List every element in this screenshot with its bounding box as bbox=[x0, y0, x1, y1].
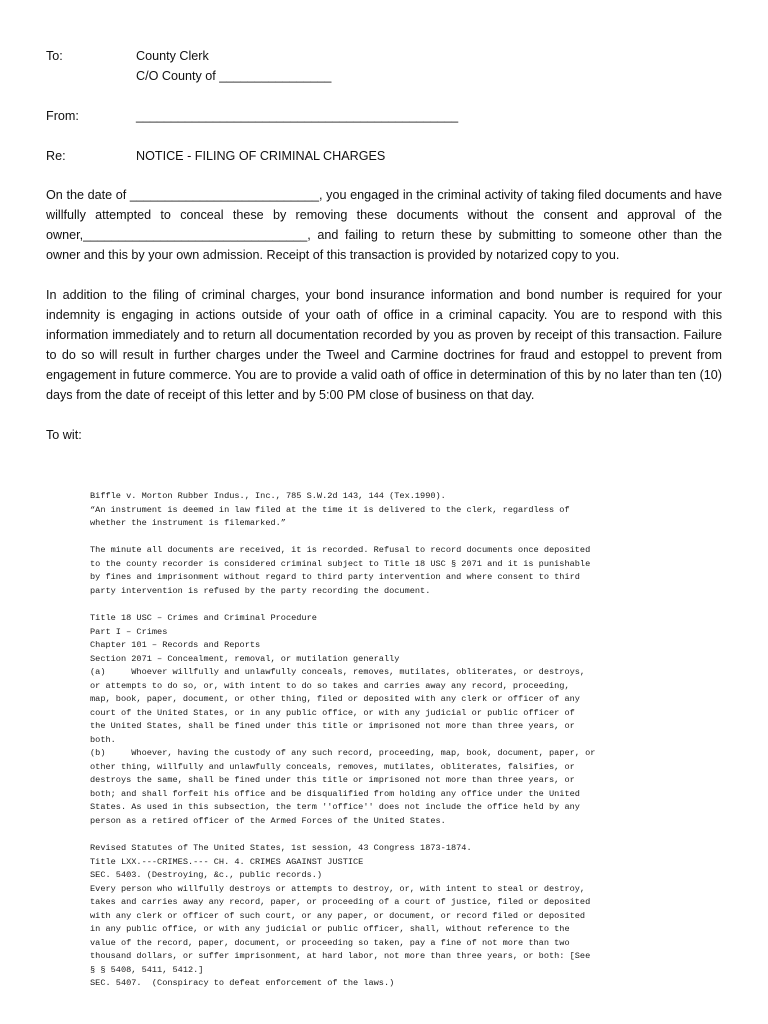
to-recipient: County Clerk bbox=[136, 49, 209, 63]
re-label: Re: bbox=[46, 149, 66, 163]
from-block bbox=[46, 106, 646, 126]
paragraph-demands bbox=[46, 285, 722, 405]
to-label: To: bbox=[46, 49, 63, 63]
citation-revised-statutes bbox=[90, 815, 680, 1018]
from-label: From: bbox=[46, 109, 79, 123]
paragraph-1-text: On the date of ___________________________, you engaged in the criminal activity of taking filed documents and have willfully attempted to conceal these by removing these documents without the consent and approval of the owner,________________________________, and failing to return these by submitting to someone other than the owner and this by your own admission. Receipt of this transaction is provided by notarized copy to you. bbox=[46, 188, 722, 262]
citation-revised-statutes-text: Revised Statutes of The United States, 1st session, 43 Congress 1873-1874. Title LXX.---CRIMES.--- CH. 4. CRIMES AGAINST JUSTICE SEC. 5403. (Destroying, &c., public records.) Every person who willfully destroys or attempts to destroy, or, with intent to steal or destroy, takes and carries away any record, paper, or proceeding of a court of justice, filed or deposited with any clerk or officer of such court, or any paper, or document, or record filed or deposited in any public office, or with any judicial or public officer, shall, without reference to the value of the record, paper, document, or proceeding so taken, pay a fine of not more than two thousand dollars, or suffer imprisonment, at hard labor, not more than three years, or both: [See § § 5408, 5411, 5412.] SEC. 5407. (Conspiracy to defeat enforcement of the laws.) bbox=[90, 843, 591, 988]
citation-recording-rule-text: The minute all documents are received, it is recorded. Refusal to record documents once deposited to the county recorder is considered criminal subject to Title 18 USC § 2071 and it is punishable by fines and imprisonment without regard to third party intervention and where consent to third party intervention is refused by the party recording the document. bbox=[90, 545, 591, 596]
paragraph-2-text: In addition to the filing of criminal charges, your bond insurance information and bond number is required for your indemnity is engaging in actions outside of your oath of office in a criminal capacity. You are to respond with this information immediately and to return all documentation recorded by you as proven by receipt of this transaction. Failure to do so will result in further charges under the Tweel and Carmine doctrines for fraud and estoppel to prevent from engagement in future commerce. You are to provide a valid oath of office in determination of this by no later than ten (10) days from the date of receipt of this letter and by 5:00 PM close of business on that day. bbox=[46, 288, 722, 402]
to-wit-text: To wit: bbox=[46, 428, 82, 442]
citation-18-usc-2071-text: Title 18 USC – Crimes and Criminal Procedure Part I – Crimes Chapter 101 – Records and Reports Section 2071 – Concealment, removal, or mutilation generally (a) Whoever willfully and unlawfully conceals, removes, mutilates, obliterates, or destroys, or attempts to do so, or, with intent to do so takes and carries away any record, proceeding, map, book, paper, document, or other thing, filed or deposited with any clerk or officer of any court of the United States, or in any public office, or with any judicial or public officer of the United States, shall be fined under this title or imprisoned not more than three years, or both. (b) Whoever, having the custody of any such record, proceeding, map, book, document, paper, or other thing, willfully and unlawfully conceals, removes, mutilates, obliterates, falsifies, or destroys the same, shall be fined under this title or imprisoned not more than three years, or both; and shall forfeit his office and be disqualified from holding any office under the United States. As used in this subsection, the term ''office'' does not include the office held by any person as a retired officer of the Armed Forces of the United States. bbox=[90, 613, 596, 826]
re-subject: NOTICE - FILING OF CRIMINAL CHARGES bbox=[136, 149, 386, 163]
from-value: ______________________________________________ bbox=[136, 109, 459, 123]
to-block bbox=[46, 46, 646, 86]
citation-biffle-text: Biffle v. Morton Rubber Indus., Inc., 785 S.W.2d 143, 144 (Tex.1990). “An instrument is deemed in law filed at the time it is delivered to the clerk, regardless of whether the instrument is filemarked.” bbox=[90, 491, 570, 528]
re-block bbox=[46, 146, 646, 166]
paragraph-notice bbox=[46, 185, 722, 265]
to-wit-heading bbox=[46, 425, 722, 445]
to-county: C/O County of ________________ bbox=[136, 69, 332, 83]
